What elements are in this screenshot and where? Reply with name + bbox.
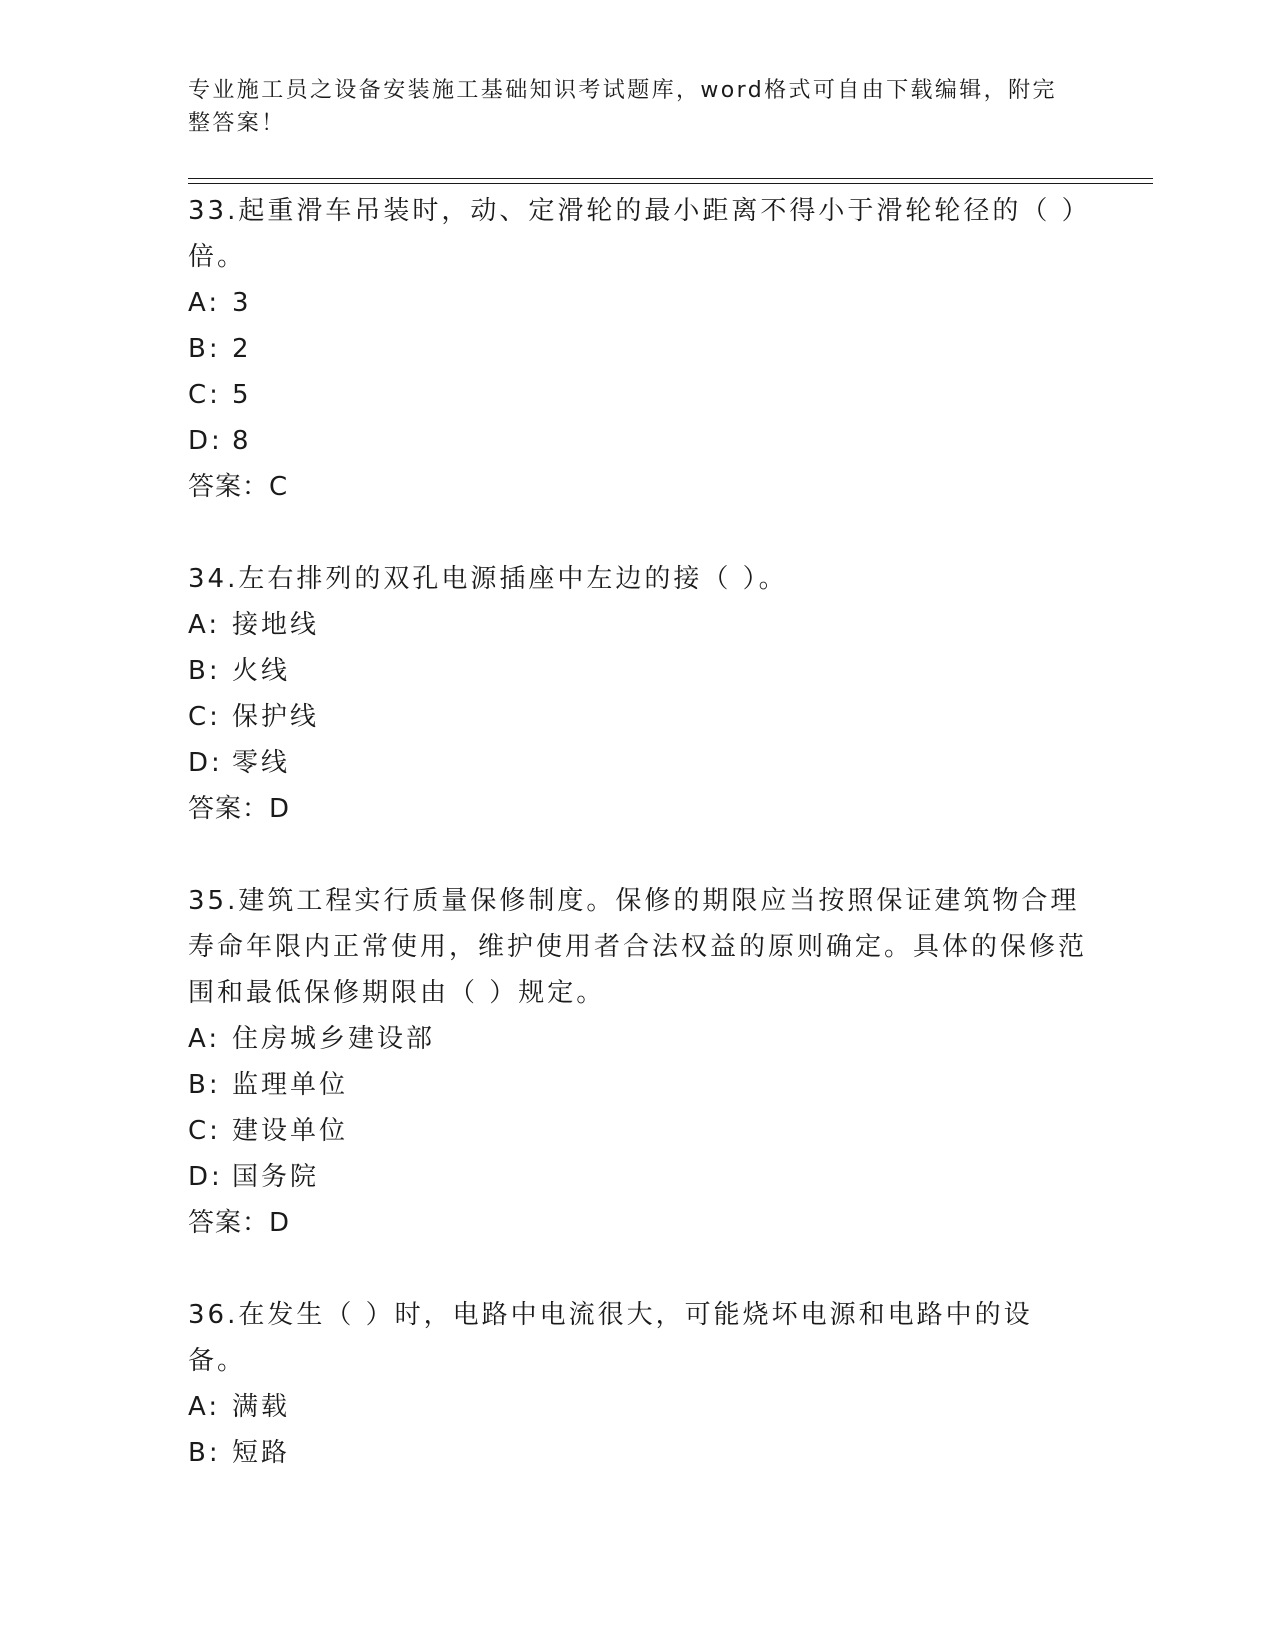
- question-stem: 33.起重滑车吊装时，动、定滑轮的最小距离不得小于滑轮轮径的（ ）倍。: [188, 196, 1078, 272]
- answer-line: 答案：C: [188, 472, 289, 502]
- option-text: 保护线: [232, 702, 320, 732]
- option-text: 5: [232, 380, 252, 410]
- option-text: 监理单位: [232, 1070, 349, 1100]
- option-key: D:: [188, 748, 223, 778]
- option-text: 住房城乡建设部: [232, 1024, 436, 1054]
- question-33: [188, 188, 1088, 510]
- spacer: [188, 510, 1088, 556]
- option-key: A:: [188, 1392, 221, 1422]
- option-text: 8: [232, 426, 252, 456]
- option-a: [188, 1016, 1088, 1062]
- option-text: 2: [232, 334, 252, 364]
- spacer: [188, 1246, 1088, 1292]
- option-d: [188, 1154, 1088, 1200]
- option-text: 满载: [232, 1392, 291, 1422]
- option-key: A:: [188, 288, 221, 318]
- option-a: [188, 280, 1088, 326]
- option-a: [188, 602, 1088, 648]
- option-key: B:: [188, 1070, 221, 1100]
- option-b: [188, 1062, 1088, 1108]
- option-key: A:: [188, 1024, 221, 1054]
- question-stem: 34.左右排列的双孔电源插座中左边的接（ ）。: [188, 564, 788, 594]
- option-text: 短路: [232, 1438, 291, 1468]
- answer-line: 答案：D: [188, 1208, 291, 1238]
- option-text: 国务院: [232, 1162, 320, 1192]
- option-key: A:: [188, 610, 221, 640]
- option-text: 零线: [232, 748, 291, 778]
- header-rule-top: [188, 178, 1153, 179]
- option-text: 建设单位: [232, 1116, 349, 1146]
- answer-line: 答案：D: [188, 794, 291, 824]
- option-a: [188, 1384, 1088, 1430]
- question-36: [188, 1292, 1088, 1476]
- option-c: [188, 372, 1088, 418]
- option-key: C:: [188, 1116, 221, 1146]
- option-c: [188, 1108, 1088, 1154]
- spacer: [188, 832, 1088, 878]
- option-key: D:: [188, 1162, 223, 1192]
- header-rule-bottom: [188, 183, 1153, 184]
- question-35: [188, 878, 1088, 1246]
- question-stem: 36.在发生（ ）时，电路中电流很大，可能烧坏电源和电路中的设备。: [188, 1300, 1033, 1376]
- document-header: 专业施工员之设备安装施工基础知识考试题库，word格式可自由下载编辑，附完整答案！: [188, 78, 1057, 136]
- option-key: B:: [188, 334, 221, 364]
- option-key: B:: [188, 1438, 221, 1468]
- option-key: D:: [188, 426, 223, 456]
- option-key: B:: [188, 656, 221, 686]
- option-b: [188, 1430, 1088, 1476]
- option-b: [188, 326, 1088, 372]
- option-text: 火线: [232, 656, 291, 686]
- option-text: 接地线: [232, 610, 320, 640]
- option-d: [188, 740, 1088, 786]
- option-d: [188, 418, 1088, 464]
- option-key: C:: [188, 702, 221, 732]
- option-key: C:: [188, 380, 221, 410]
- question-stem: 35.建筑工程实行质量保修制度。保修的期限应当按照保证建筑物合理寿命年限内正常使用，维护使用者合法权益的原则确定。具体的保修范围和最低保修期限由（ ）规定。: [188, 886, 1088, 1008]
- option-c: [188, 694, 1088, 740]
- question-list: [188, 188, 1088, 1476]
- option-b: [188, 648, 1088, 694]
- question-34: [188, 556, 1088, 832]
- option-text: 3: [232, 288, 252, 318]
